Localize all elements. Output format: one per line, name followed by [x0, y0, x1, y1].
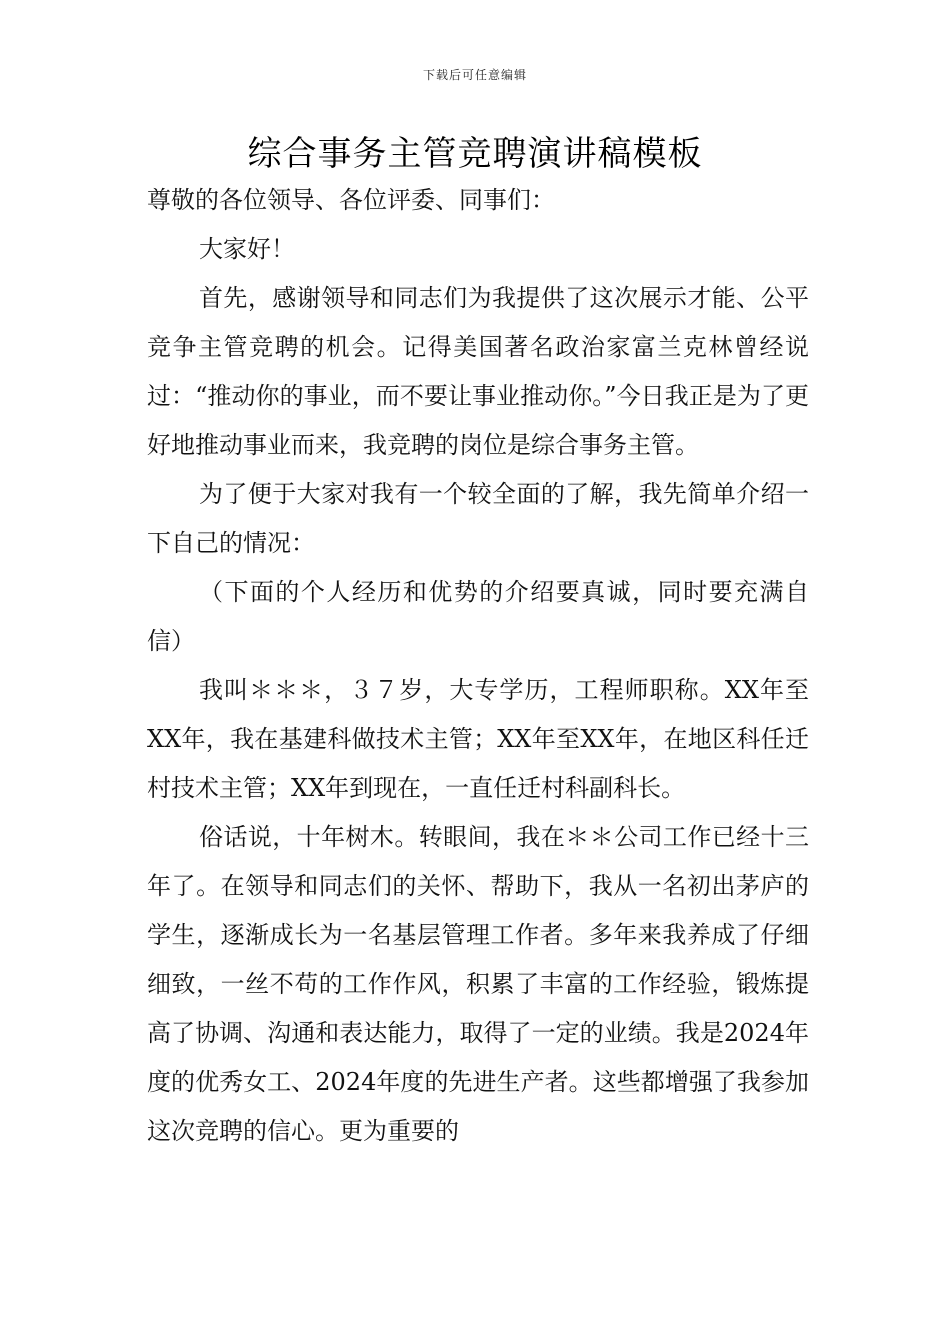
document-title: 综合事务主管竞聘演讲稿模板: [247, 134, 703, 174]
salutation: 尊敬的各位领导、各位评委、同事们：: [147, 186, 555, 214]
paragraph-note: （下面的个人经历和优势的介绍要真诚，同时要充满自信）: [147, 578, 809, 655]
paragraph-intro: 为了便于大家对我有一个较全面的了解，我先简单介绍一下自己的情况：: [147, 480, 809, 557]
paragraph-thanks: 首先，感谢领导和同志们为我提供了这次展示才能、公平竞争主管竞聘的机会。记得美国著名政治家富兰克林曾经说过：“推动你的事业，而不要让事业推动你。”今日我正是为了更好地推动事业而来，我竞聘的岗位是综合事务主管。: [147, 284, 809, 459]
paragraph-greeting: 大家好！: [199, 235, 295, 263]
document-body: [147, 176, 809, 1156]
paragraph-experience: 俗话说，十年树木。转眼间，我在＊＊公司工作已经十三年了。在领导和同志们的关怀、帮助下，我从一名初出茅庐的学生，逐渐成长为一名基层管理工作者。多年来我养成了仔细细致，一丝不苟的工作作风，积累了丰富的工作经验，锻炼提高了协调、沟通和表达能力，取得了一定的业绩。我是2024年度的优秀女工、2024年度的先进生产者。这些都增强了我参加这次竞聘的信心。更为重要的: [147, 823, 809, 1145]
header-note: 下载后可任意编辑: [422, 68, 527, 82]
paragraph-background: 我叫＊＊＊，３７岁，大专学历，工程师职称。XX年至XX年，我在基建科做技术主管；XX年至XX年，在地区科任迁村技术主管；XX年到现在，一直任迁村科副科长。: [147, 676, 809, 802]
